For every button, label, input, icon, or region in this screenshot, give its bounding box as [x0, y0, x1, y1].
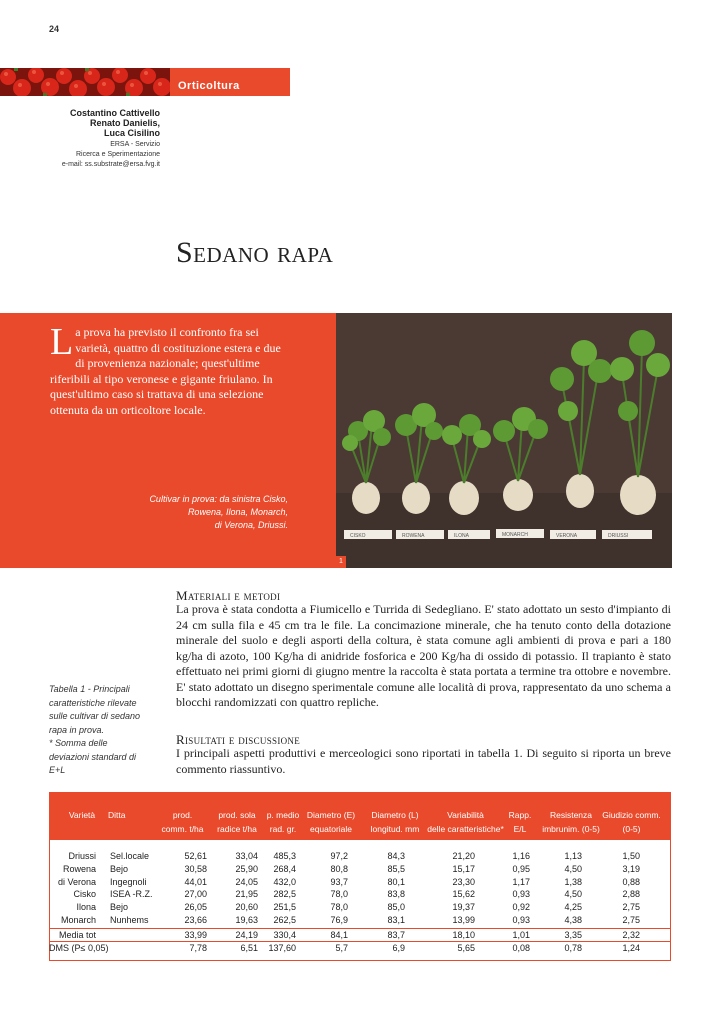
- table-cell: 3,19: [622, 863, 640, 874]
- table-cell: 2,75: [622, 915, 640, 925]
- table-summary-cell: 5,65: [457, 943, 475, 953]
- table-cell: 80,1: [387, 876, 405, 887]
- table-cell: 93,7: [330, 876, 348, 887]
- celeriac-photo: [336, 313, 672, 568]
- affiliation-email: e-mail: ss.substrate@ersa.fvg.it: [61, 161, 160, 168]
- table-summary-cell: 83,7: [387, 930, 405, 940]
- table-cell: 30,58: [184, 863, 207, 874]
- table-caption-line: caratteristiche rilevate: [49, 697, 137, 708]
- table-header-line: prod. sola: [218, 810, 256, 820]
- table-column-header: [540, 808, 602, 836]
- table-header-line: rad. gr.: [269, 824, 297, 834]
- table-header-line: equatoriale mm: [309, 824, 353, 848]
- author-list: [40, 108, 160, 138]
- table-cell: 4,25: [564, 902, 582, 913]
- table-cell: 0,93: [512, 915, 530, 925]
- table-summary-cell: 0,78: [564, 943, 582, 953]
- table-header-line: imbrunim. (0-5): [542, 824, 600, 834]
- table-cell: 13,99: [452, 915, 475, 925]
- table-cell: 0,88: [622, 876, 640, 887]
- author-name: Costantino Cattivello: [69, 108, 160, 118]
- table-caption-line: Tabella 1 - Principali: [49, 684, 130, 694]
- table-cell: 262,5: [273, 915, 296, 925]
- table-cell: 485,3: [273, 851, 296, 861]
- table-cell: 21,20: [452, 851, 475, 861]
- table-summary-cell: 330,4: [273, 930, 296, 940]
- table-cell: 268,4: [273, 863, 296, 874]
- photo-tag-label: DRIUSSI: [608, 533, 629, 539]
- table-summary-cell: 24,19: [235, 930, 258, 940]
- table-summary-cell: 6,51: [240, 943, 258, 953]
- table-cell: 4,38: [564, 915, 582, 925]
- table-caption-line: sulle cultivar di sedano: [49, 711, 141, 721]
- table-summary-cell: Media tot: [58, 930, 96, 940]
- photo-caption: [110, 493, 288, 532]
- table-cell: 19,37: [452, 902, 475, 913]
- table-cell: 23,66: [184, 915, 207, 925]
- table-cell: 85,0: [387, 902, 405, 913]
- table-cell: 432,0: [273, 876, 296, 887]
- table-summary-cell: 3,35: [564, 930, 582, 940]
- table-cell: 282,5: [273, 889, 296, 900]
- table-cell: Driussi: [68, 851, 96, 861]
- table-column-header: [600, 808, 663, 836]
- table-header-line: (0-5): [622, 824, 641, 834]
- table-cell: di Verona: [57, 876, 96, 887]
- table-summary-cell: 6,9: [392, 943, 405, 953]
- table-header-line: prod.: [172, 810, 193, 820]
- table-caption-line: rapa in prova.: [49, 724, 105, 735]
- affiliation-line: ERSA - Servizio: [110, 141, 160, 148]
- table-cell: 78,0: [330, 889, 348, 900]
- table-summary-cell: 1,01: [512, 930, 530, 940]
- photo-tag-label: ROWENA: [402, 533, 425, 539]
- table-header-line: longitud. mm: [370, 824, 420, 834]
- table-cell: 15,62: [452, 889, 475, 900]
- table-cell: 4,50: [564, 863, 582, 874]
- table-cell: 76,9: [330, 915, 348, 925]
- table-cell: 52,61: [184, 851, 207, 861]
- table-cell: 27,00: [184, 889, 207, 900]
- tomato-banner-image: [0, 68, 170, 96]
- table-header-line: Diametro (E): [306, 810, 356, 820]
- table-caption-line: * Somma delle: [49, 738, 108, 748]
- table-column-header: [108, 808, 138, 822]
- table-column-header: [370, 808, 420, 836]
- table-column-header: [306, 808, 356, 850]
- table-cell: 4,50: [564, 889, 582, 900]
- table-cell: 1,17: [512, 876, 530, 887]
- table-cell: Ingegnoli: [110, 876, 147, 887]
- table-cell: 1,38: [564, 876, 582, 887]
- table-header-line: Varietà: [68, 810, 96, 820]
- table-cell: 0,95: [512, 863, 530, 874]
- table-header-line: p. medio: [266, 810, 300, 820]
- table-cell: 24,05: [235, 876, 258, 887]
- table-cell: Sel.locale: [110, 851, 150, 861]
- intro-body: a prova ha previsto il confronto fra sei varietà, quattro di costituzione estera e due di provenienza nazionale; quest'ultime riferibili al tipo veronese e gigante friulano. In quest'ultimo caso si trattava di una selezione ottenuta da un orticoltore locale.: [50, 325, 281, 417]
- table-cell: Bejo: [110, 902, 129, 913]
- table-summary-cell: 84,1: [330, 930, 348, 940]
- table-summary-cell: 33,99: [184, 930, 207, 940]
- table-cell: 251,5: [273, 902, 296, 913]
- table-caption-line: deviazioni standard di: [49, 751, 137, 762]
- table-cell: 78,0: [330, 902, 348, 913]
- table-caption: [49, 683, 157, 778]
- table-column-header: [424, 808, 507, 836]
- table-cell: Bejo: [110, 863, 129, 874]
- photo-number: 1: [336, 556, 346, 568]
- photo-tag-label: ILONA: [454, 533, 470, 539]
- table-summary-cell: 5,7: [335, 943, 348, 953]
- photo-caption-line: di Verona, Driussi.: [214, 520, 288, 530]
- author-name: Renato Danielis,: [89, 118, 160, 128]
- table-cell: 2,75: [622, 902, 640, 913]
- photo-tag-label: CISKO: [350, 533, 366, 539]
- table-header-line: delle caratteristiche*: [427, 824, 504, 834]
- photo-tag-label: VERONA: [556, 533, 578, 539]
- table-cell: Ilona: [76, 902, 96, 913]
- table-summary-cell: 0,08: [512, 943, 530, 953]
- affiliation-line: Ricerca e Sperimentazione: [75, 151, 160, 158]
- article-title: Sedano rapa: [176, 236, 334, 269]
- table-cell: 97,2: [330, 851, 348, 861]
- table-header-line: Rapp.: [508, 810, 532, 820]
- table-cell: 33,04: [235, 851, 258, 861]
- intro-text: [50, 321, 290, 418]
- table-cell: 25,90: [235, 863, 258, 874]
- table-cell: 15,17: [452, 863, 475, 874]
- table-cell: 44,01: [184, 876, 207, 887]
- author-name: Luca Cisilino: [103, 128, 160, 138]
- photo-caption-line: Rowena, Ilona, Monarch,: [187, 507, 288, 517]
- table-header-line: comm. t/ha: [161, 824, 204, 834]
- table-header-line: Variabilità: [447, 810, 484, 820]
- table-cell: 0,93: [512, 889, 530, 900]
- table-cell: Monarch: [60, 915, 96, 925]
- table-cell: 21,95: [235, 889, 258, 900]
- heading-materiali: Materiali e metodi: [176, 588, 281, 603]
- table-cell: 1,13: [564, 851, 582, 861]
- table-column-header: [214, 808, 260, 836]
- table-summary-cell: 18,10: [452, 930, 475, 940]
- table-cell: ISEA -R.Z.: [110, 889, 153, 900]
- table-cell: 23,30: [452, 876, 475, 887]
- page-number: 24: [49, 24, 60, 34]
- table-cell: 83,8: [387, 889, 405, 900]
- table-cell: 20,60: [235, 902, 258, 913]
- table-column-header: [264, 808, 302, 836]
- table-cell: 80,8: [330, 863, 348, 874]
- table-summary-cell: 137,60: [268, 943, 296, 953]
- materiali-text: La prova è stata condotta a Fiumicello e Turrida di Sedegliano. E' stato adottato un sesto d'impianto di 24 cm sulla fila e 45 cm tra le file. La concimazione minerale, che ha tenuto conto della dotazione minerale del suolo e degli asporti della coltura, è stata comune agli ambienti di prova e pari a 180 kg/ha di azoto, 100 Kg/ha di anidride fosforica e 200 Kg/ha di ossido di potassio. Il trapianto è stato effettuato nei primi giorni di giugno mentre la raccolta è stata portata a termine tra ottobre e novembre. E' stato adottato un disegno sperimentale comune alle località di prova, rappresentato da uno schema a blocchi randomizzati con quattro repliche.: [176, 602, 671, 709]
- affiliation: [40, 140, 160, 170]
- table-cell: 85,5: [387, 863, 405, 874]
- table-cell: Rowena: [62, 863, 96, 874]
- table-cell: 2,88: [622, 889, 640, 900]
- table-cell: Nunhems: [110, 915, 149, 925]
- section-label: Orticoltura: [178, 80, 240, 92]
- table-summary-cell: 1,24: [622, 943, 640, 953]
- table-summary-cell: 7,78: [189, 943, 207, 953]
- table-cell: 26,05: [184, 902, 207, 913]
- heading-risultati: Risultati e discussione: [176, 732, 301, 747]
- table-header-line: E/L: [513, 824, 527, 834]
- table-header-line: Resistenza: [549, 810, 593, 820]
- table-summary-cell: DMS (P≤ 0,05): [49, 943, 109, 953]
- table-header-line: Giudizio comm.: [602, 810, 661, 820]
- table-summary-cell: 2,32: [622, 930, 640, 940]
- table-cell: Cisko: [73, 889, 96, 900]
- table-cell: 1,50: [622, 851, 640, 861]
- table-cell: 84,3: [387, 851, 405, 861]
- table-header-line: Diametro (L): [371, 810, 419, 820]
- table-cell: 0,92: [512, 902, 530, 913]
- photo-tag-label: MONARCH: [502, 532, 528, 538]
- table-cell: 1,16: [512, 851, 530, 861]
- table-cell: 19,63: [235, 915, 258, 925]
- table-column-header: [160, 808, 205, 836]
- risultati-text: I principali aspetti produttivi e merceologici sono riportati in tabella 1. Di seguito si riporta un breve commento riassuntivo.: [176, 746, 671, 776]
- table-cell: 83,1: [387, 915, 405, 925]
- table-caption-line: E+L: [49, 765, 66, 775]
- table-column-header: [506, 808, 534, 836]
- table-column-header: [62, 808, 102, 822]
- photo-caption-line: Cultivar in prova: da sinistra Cisko,: [149, 494, 288, 504]
- table-header-line: radice t/ha: [217, 824, 257, 834]
- drop-cap: L: [50, 321, 74, 363]
- table-header-line: Ditta: [108, 810, 126, 820]
